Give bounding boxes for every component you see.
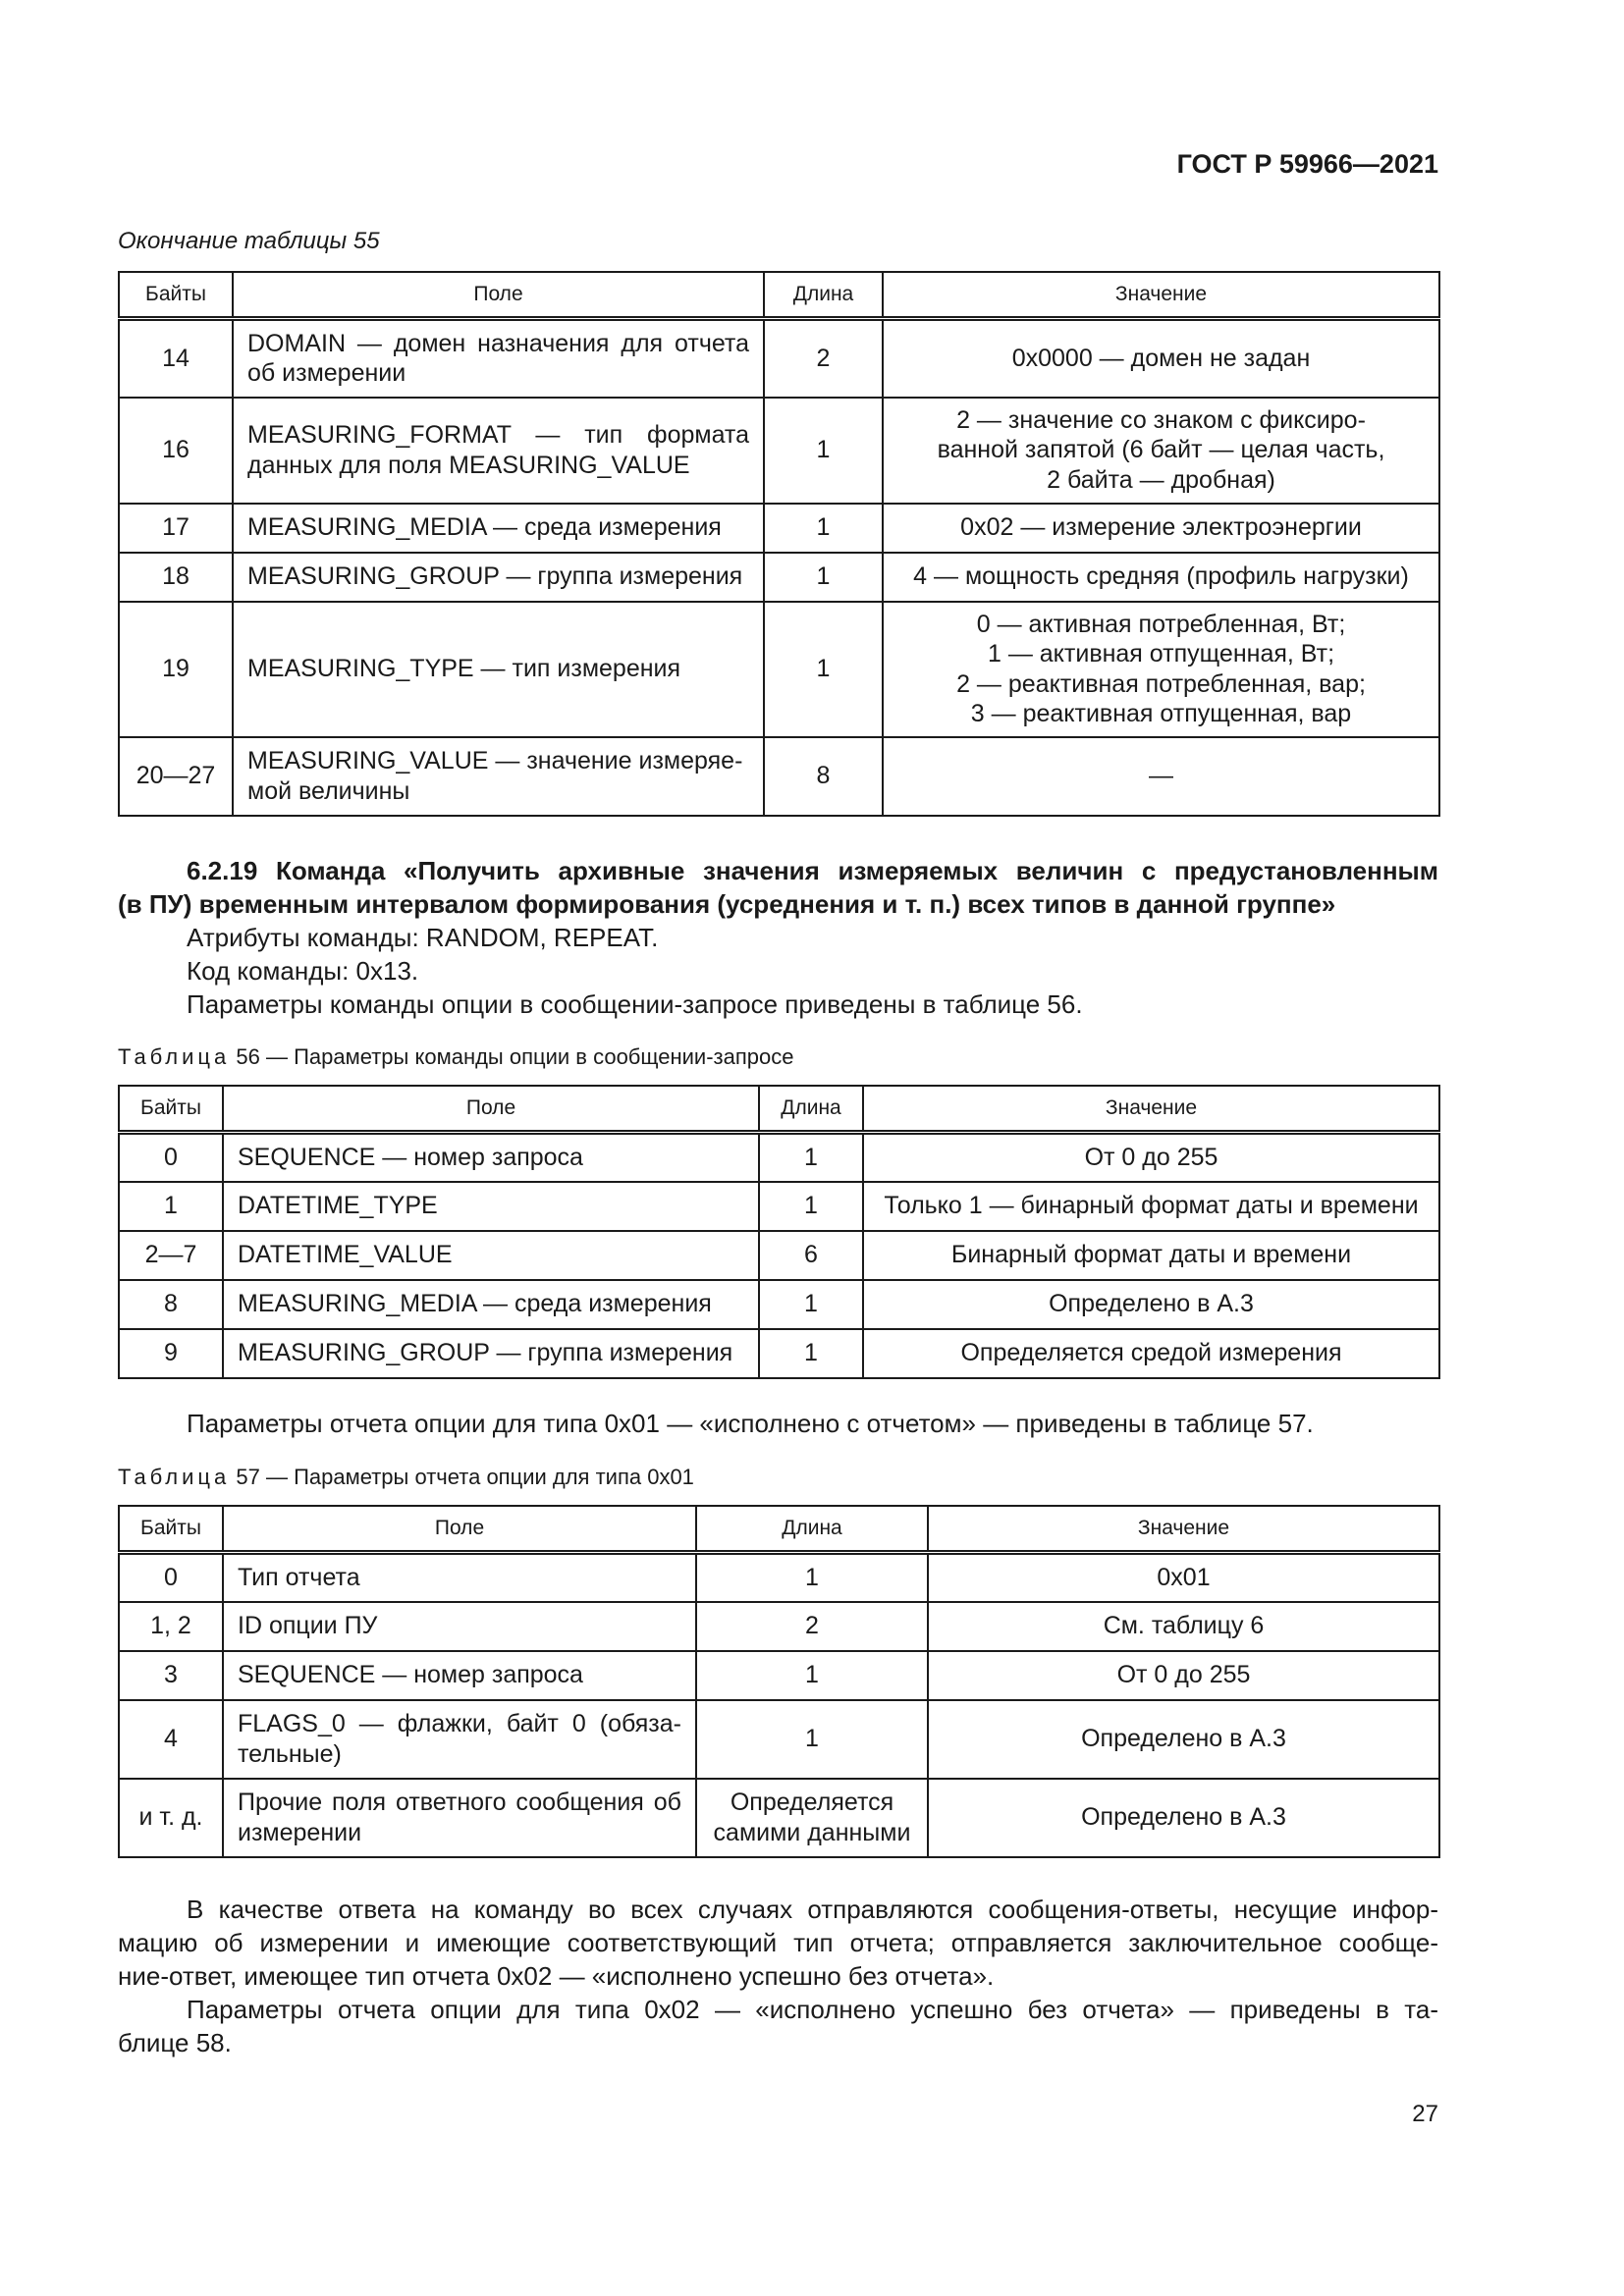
col-bytes: Байты: [119, 272, 233, 319]
cell-length: [696, 1779, 928, 1857]
cell-field: MEASURING_MEDIA — среда измерения: [223, 1280, 759, 1329]
cell-field: [233, 398, 764, 504]
table-row: [119, 1602, 1439, 1651]
cell-field: [233, 737, 764, 816]
cell-line: 1: [805, 1661, 819, 1689]
cell-line: 1 — активная отпущенная, Вт;: [987, 640, 1335, 667]
cell-value: [883, 602, 1439, 737]
cell-field: SEQUENCE — номер запроса: [223, 1133, 759, 1182]
cell-line: 0x02 — измерение электроэнергии: [960, 513, 1362, 542]
cell-bytes: 8: [119, 1280, 223, 1329]
table-56: [118, 1085, 1440, 1379]
cell-field: [233, 319, 764, 398]
cell-length: 2: [764, 319, 883, 398]
table-row: [119, 1651, 1439, 1700]
cell-length: 1: [759, 1133, 863, 1182]
table57-caption: [118, 1465, 694, 1490]
closing-p2-line2: блице 58.: [118, 2028, 232, 2057]
cell-value: От 0 до 255: [928, 1651, 1439, 1700]
table-row: [119, 504, 1439, 553]
section-heading-line2: (в ПУ) временным интервалом формирования (усреднения и т. п.) всех типов в данной группе»: [118, 889, 1336, 919]
table-row: [119, 737, 1439, 816]
col-value: Значение: [883, 272, 1439, 319]
table-row: [119, 1779, 1439, 1857]
cell-field: [223, 1651, 696, 1700]
table-row: [119, 1329, 1439, 1378]
document-code: ГОСТ Р 59966—2021: [1176, 149, 1438, 179]
table-header-row: [119, 1086, 1439, 1133]
cell-line: 2 — значение со знаком с фиксиро-: [956, 405, 1366, 434]
col-bytes: Байты: [119, 1086, 223, 1133]
table-header-row: [119, 272, 1439, 319]
para-table57-ref: [118, 1407, 1438, 1440]
cell-length: [696, 1651, 928, 1700]
cell-value: Определяется средой измерения: [863, 1329, 1439, 1378]
cell-field: [223, 1700, 696, 1779]
cell-line: MEASURING_TYPE — тип измерения: [247, 655, 681, 683]
cell-value: [883, 504, 1439, 553]
page-number: 27: [1412, 2101, 1438, 2127]
table57-title: 57 — Параметры отчета опции для типа 0x01: [236, 1465, 694, 1489]
cell-line: 4 — мощность средняя (профиль нагрузки): [913, 562, 1409, 591]
cell-line: MEASURING_MEDIA — среда измерения: [247, 513, 722, 542]
col-bytes: Байты: [119, 1506, 223, 1553]
col-length: Длина: [764, 272, 883, 319]
cell-length: [696, 1602, 928, 1651]
cell-length: 1: [759, 1182, 863, 1231]
cell-line: SEQUENCE — номер запроса: [238, 1661, 583, 1689]
cell-line: 1: [805, 1725, 819, 1753]
col-field: Поле: [223, 1506, 696, 1553]
cell-length: [696, 1700, 928, 1779]
table-row: [119, 553, 1439, 602]
cell-field: [233, 504, 764, 553]
cell-length: 1: [764, 398, 883, 504]
col-length: Длина: [759, 1086, 863, 1133]
cell-line: 1: [805, 1564, 819, 1591]
closing-p1-line2: мацию об измерении и имеющие соответствующий тип отчета; отправляется заключительное сообще-: [118, 1928, 1438, 1957]
cell-line: самими данными: [713, 1818, 911, 1846]
cell-value: От 0 до 255: [863, 1133, 1439, 1182]
table-row: [119, 1700, 1439, 1779]
command-attributes: Атрибуты команды: RANDOM, REPEAT.: [187, 923, 659, 952]
cell-field: [233, 553, 764, 602]
cell-field: [223, 1553, 696, 1602]
col-length: Длина: [696, 1506, 928, 1553]
col-value: Значение: [928, 1506, 1439, 1553]
cell-value: [883, 398, 1439, 504]
cell-value: Только 1 — бинарный формат даты и времени: [863, 1182, 1439, 1231]
section-6-2-19: [118, 854, 1438, 1021]
table-row: [119, 602, 1439, 737]
table-row: [119, 319, 1439, 398]
table-row: [119, 1182, 1439, 1231]
cell-bytes: 18: [119, 553, 233, 602]
cell-line: 3 — реактивная отпущенная, вар: [970, 700, 1352, 727]
cell-field: [223, 1779, 696, 1857]
table55-caption: Окончание таблицы 55: [118, 228, 380, 254]
cell-line: тельные): [238, 1739, 342, 1768]
cell-bytes: 1: [119, 1182, 223, 1231]
cell-line: 2 байта — дробная): [1047, 465, 1275, 494]
cell-bytes: 17: [119, 504, 233, 553]
cell-bytes: 1, 2: [119, 1602, 223, 1651]
cell-value: Бинарный формат даты и времени: [863, 1231, 1439, 1280]
closing-p1-line1: В качестве ответа на команду во всех случаях отправляются сообщения-ответы, несущие инфор-: [187, 1895, 1438, 1924]
cell-field: DATETIME_VALUE: [223, 1231, 759, 1280]
cell-line: —: [1149, 762, 1173, 790]
cell-bytes: 19: [119, 602, 233, 737]
cell-value: [883, 553, 1439, 602]
cell-value: [883, 319, 1439, 398]
table-55: [118, 271, 1440, 817]
table-row: [119, 1280, 1439, 1329]
table-row: [119, 398, 1439, 504]
cell-field: [233, 602, 764, 737]
cell-line: 0 — активная потребленная, Вт;: [976, 610, 1346, 638]
table-header-row: [119, 1506, 1439, 1553]
cell-line: измерении: [238, 1818, 362, 1846]
cell-value: Определено в А.3: [928, 1779, 1439, 1857]
cell-line: ванной запятой (6 байт — целая часть,: [937, 436, 1385, 464]
closing-text: [118, 1893, 1438, 2059]
cell-bytes: 3: [119, 1651, 223, 1700]
para-table57-text: Параметры отчета опции для типа 0x01 — «исполнено с отчетом» — приведены в таблице 57.: [187, 1409, 1314, 1438]
table56-label: Таблица: [118, 1044, 231, 1069]
cell-bytes: 9: [119, 1329, 223, 1378]
cell-length: 1: [764, 504, 883, 553]
cell-value: Определено в А.3: [863, 1280, 1439, 1329]
cell-line: MEASURING_FORMAT — тип формата: [247, 421, 749, 449]
cell-length: 6: [759, 1231, 863, 1280]
cell-field: DATETIME_TYPE: [223, 1182, 759, 1231]
cell-length: 1: [764, 553, 883, 602]
cell-bytes: 0: [119, 1133, 223, 1182]
table57-label: Таблица: [118, 1465, 231, 1489]
params-sentence: Параметры команды опции в сообщении-запросе приведены в таблице 56.: [187, 989, 1083, 1019]
cell-line: MEASURING_GROUP — группа измерения: [247, 562, 743, 591]
cell-bytes: 2—7: [119, 1231, 223, 1280]
cell-line: об измерении: [247, 359, 406, 388]
cell-length: 8: [764, 737, 883, 816]
table-57: [118, 1505, 1440, 1858]
cell-line: DOMAIN — домен назначения для отчета: [247, 329, 749, 357]
cell-length: 1: [759, 1280, 863, 1329]
cell-bytes: 16: [119, 398, 233, 504]
col-field: Поле: [233, 272, 764, 319]
cell-line: FLAGS_0 — флажки, байт 0 (обяза-: [238, 1710, 681, 1737]
cell-bytes: 20—27: [119, 737, 233, 816]
cell-bytes: 0: [119, 1553, 223, 1602]
table-row: [119, 1231, 1439, 1280]
cell-value: Определено в А.3: [928, 1700, 1439, 1779]
table-row: [119, 1553, 1439, 1602]
cell-value: См. таблицу 6: [928, 1602, 1439, 1651]
cell-line: 2 — реактивная потребленная, вар;: [956, 669, 1366, 698]
cell-line: 0x0000 — домен не задан: [1011, 345, 1311, 372]
cell-field: [223, 1602, 696, 1651]
cell-line: Тип отчета: [238, 1564, 360, 1591]
col-field: Поле: [223, 1086, 759, 1133]
cell-value: [883, 737, 1439, 816]
cell-line: 2: [805, 1612, 819, 1640]
cell-line: мой величины: [247, 776, 410, 805]
cell-bytes: 14: [119, 319, 233, 398]
cell-field: MEASURING_GROUP — группа измерения: [223, 1329, 759, 1378]
cell-line: данных для поля MEASURING_VALUE: [247, 451, 690, 479]
col-value: Значение: [863, 1086, 1439, 1133]
cell-bytes: 4: [119, 1700, 223, 1779]
closing-p2-line1: Параметры отчета опции для типа 0x02 — «исполнено успешно без отчета» — приведены в та-: [187, 1995, 1438, 2024]
cell-value: 0x01: [928, 1553, 1439, 1602]
cell-line: MEASURING_VALUE — значение измеряе-: [247, 747, 743, 774]
table56-caption: [118, 1044, 794, 1070]
cell-line: ID опции ПУ: [238, 1612, 378, 1640]
cell-line: Прочие поля ответного сообщения об: [238, 1789, 681, 1816]
section-heading-line1: 6.2.19 Команда «Получить архивные значения измеряемых величин с предустановленным: [187, 856, 1438, 885]
command-code: Код команды: 0x13.: [187, 956, 419, 986]
cell-bytes: и т. д.: [119, 1779, 223, 1857]
cell-length: [696, 1553, 928, 1602]
table-row: [119, 1133, 1439, 1182]
closing-p1-line3: ние-ответ, имеющее тип отчета 0x02 — «исполнено успешно без отчета».: [118, 1961, 995, 1991]
cell-length: 1: [759, 1329, 863, 1378]
cell-length: 1: [764, 602, 883, 737]
cell-line: Определяется: [730, 1789, 894, 1816]
table56-title: 56 — Параметры команды опции в сообщении-запросе: [236, 1044, 794, 1069]
